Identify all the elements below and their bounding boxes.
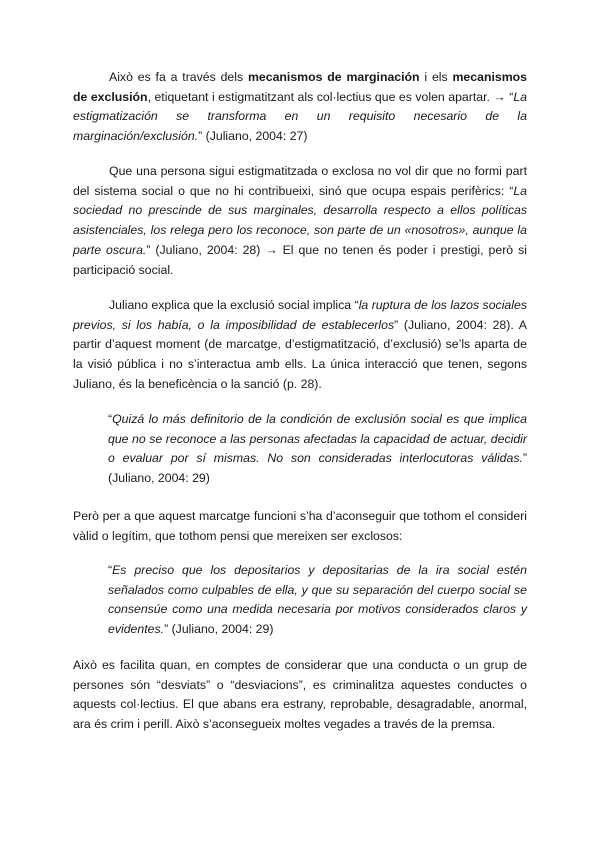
block-quote-2 xyxy=(108,561,527,640)
text-run: , etiquetant i estigmatitzant als col·lectius que es volen apartar. → “ xyxy=(147,89,514,104)
text-run: Juliano explica que la exclusió social implica “ xyxy=(109,298,359,312)
block-quote-1 xyxy=(108,410,527,489)
paragraph-estigmatitzada xyxy=(73,162,527,280)
italic-quote: La estigmatización se transforma en un requisito necesario de la marginación/exclusión. xyxy=(73,89,527,144)
paragraph-marginacion xyxy=(73,68,527,147)
text-run: Això es fa a través dels xyxy=(109,70,248,84)
paragraph-exclusio-social xyxy=(73,296,527,395)
paragraph-marcatge xyxy=(73,507,527,546)
italic-quote: La sociedad no prescinde de sus marginales, desarrolla respecto a ellos políticas asistenciales, los relega pero los reconoce, son parte de un «nosotros», aunque la parte oscura. xyxy=(73,183,527,257)
citation: ” (Juliano, 2004: 29) xyxy=(164,622,274,637)
text-run: Però per a que aquest marcatge funcioni s’ha d’aconseguir que tothom el consideri vàlid o legítim, que tothom pensi que mereixen ser exclosos: xyxy=(73,509,527,543)
bold-term: mecanismos de exclusión xyxy=(73,70,528,104)
text-run: Que una persona sigui estigmatitzada o exclosa no vol dir que no formi part del sistema social o que no hi contribueixi, sinó que ocupa espais perifèrics: “ xyxy=(73,164,527,198)
italic-quote: Es preciso que los depositarios y depositarias de la ira social estén señalados como culpables de ella, y que su separación del cuerpo social se consensúe como una medida necesaria por motivos considerados claros y evidentes. xyxy=(108,563,527,637)
text-run: i els xyxy=(419,70,453,84)
quote-mark: “ xyxy=(108,563,113,577)
quote-mark: “ xyxy=(108,412,113,426)
citation: ” (Juliano, 2004: 29) xyxy=(108,451,527,486)
citation: ” (Juliano, 2004: 27) xyxy=(198,129,308,144)
italic-quote: la ruptura de los lazos sociales previos, si los había, o la imposibilidad de establecerlos xyxy=(73,298,527,332)
italic-quote: Quizá lo más definitorio de la condición de exclusión social es que implica que no se reconoce a las personas afectadas la capacidad de actuar, decidir o evaluar por sí mismas. No son consideradas interlocutoras válidas. xyxy=(108,412,527,466)
text-run: Això es facilita quan, en comptes de considerar que una conducta o un grup de persones són “desviats” o “desviacions”, es criminalitza aquestes conductes o aquests col·lectius. El que abans era estrany, reprobable, desagradable, anormal, ara és crim i perill. Això s’aconsegueix moltes vegades a través de la premsa. xyxy=(73,658,527,732)
paragraph-criminalitza xyxy=(73,656,527,735)
citation: ” (Juliano, 2004: 28) → El que no tenen és poder i prestigi, però si participació social. xyxy=(73,242,527,277)
bold-term: mecanismos de marginación xyxy=(247,70,420,84)
citation: ” (Juliano, 2004: 28). A partir d’aquest moment (de marcatge, d’estigmatització, d’exclusió) se’ls aparta de la visió pública i no s’interactua amb ells. La única interacció que tenen, segons Juliano, és la beneficència o la sanció (p. 28). xyxy=(73,317,527,391)
